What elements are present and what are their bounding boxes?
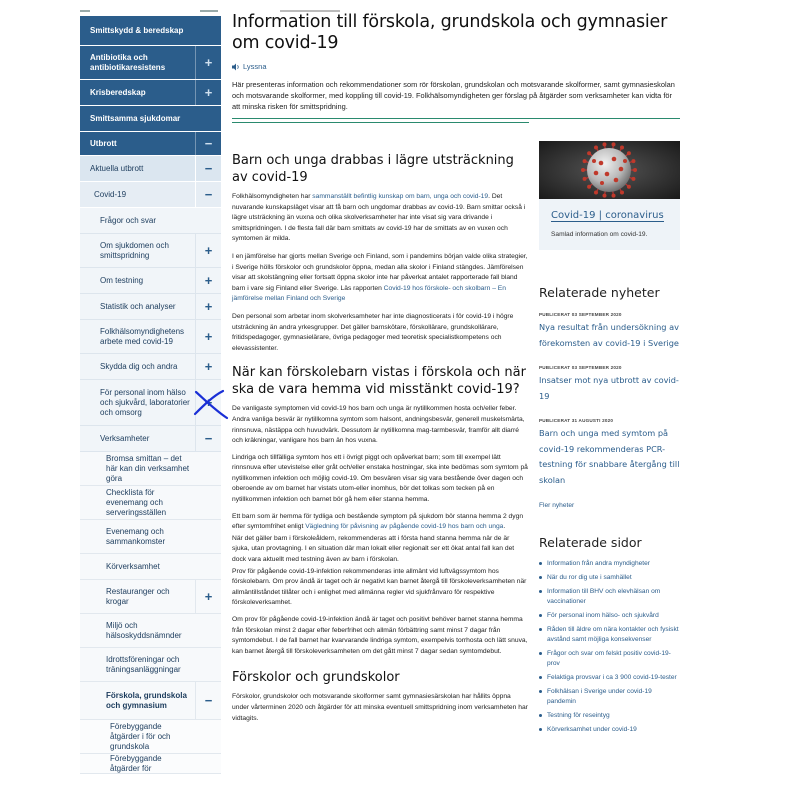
expand-icon[interactable]: + xyxy=(195,46,221,79)
related-page-link[interactable]: Testning för reseintyg xyxy=(539,711,680,721)
paragraph: Lindriga och tillfälliga symtom hos ett i övrigt piggt och opåverkat barn; som till exempel lätt rinnsnuva efter utevistelse eller gråt och/eller enstaka hostningar, ska inte bedömas som symtom på nytillkommen infektion och möjlig covid-19. Om besvären visar sig vara bestående över dagen och oberoende av om barnet har vistats utom-eller inomhus, bör det tolkas som tecken på en nytillkommen infektion och barnet bör gå hem eller stanna hemma. xyxy=(232,453,528,504)
sidebar-item[interactable] xyxy=(80,234,221,268)
news-item[interactable] xyxy=(539,418,680,488)
card-title[interactable]: Covid-19 | coronavirus xyxy=(551,210,664,221)
expand-icon[interactable]: + xyxy=(195,268,221,293)
sidebar-item-label: Om testning xyxy=(100,275,144,285)
expand-icon[interactable]: + xyxy=(195,294,221,319)
paragraph: När det gäller barn i förskoleåldern, rekommenderas att i första hand stanna hemma när de är sjuka, utan provtagning. I en situation där man lokalt eller regionalt ser ett ökat antal fall kan det dock vara aktuellt med testning även av barn i förskolan. xyxy=(232,534,515,564)
paragraph: De vanligaste symptomen vid covid-19 hos barn och unga är nytillkommen hosta och/eller feber. Andra vanliga besvär är nytillkomna symtom som halsont, andningsbesvär, generell muskelsmärta, rinnsnuva, nästäppa och huvudvärk. Dessutom är nytillkomna mag-tarmbesvär, framför allt diarré och kräkningar, vanligare hos barn än hos vuxna. xyxy=(232,405,525,445)
listen-label: Lyssna xyxy=(243,62,267,71)
intro-text: Här presenteras information och rekommendationer som rör förskolan, grundskolan och motsvarande skolformer, samt gymnasieskolan och motsvarande skolformer, med koppling till covid-19. Folkhälsomyndigheten ger förslag på åtgärder som verksamheter kan vidta för att minska risken för smittspridning. xyxy=(232,80,675,111)
related-page-link[interactable]: Information till BHV och elevhälsan om vaccinationer xyxy=(539,587,680,606)
knowledge-link[interactable]: sammanställt befintlig kunskap om barn, unga och covid-19 xyxy=(312,193,489,200)
related-page-link[interactable]: För personal inom hälso- och sjukvård xyxy=(539,611,680,621)
expand-icon[interactable]: + xyxy=(195,234,221,267)
related-page-link[interactable]: Information från andra myndigheter xyxy=(539,559,680,569)
collapse-icon[interactable]: − xyxy=(195,426,221,451)
sidebar-item-label: Idrottsföreningar och träningsanläggningar xyxy=(106,654,181,674)
sidebar-item[interactable] xyxy=(80,294,221,320)
paragraph: Prov för pågående covid-19-infektion rekommenderas inte allmänt vid luftvägssymtom hos förskolebarn. Om prov ändå är taget och är negativt kan barnet återgå till förskoleverksamheten när allmäntillståndet tillåter och i enlighet med allmänna regler vid sjukfrånvaro för respektive förskoleverksamhet. xyxy=(232,567,527,607)
expand-icon[interactable]: + xyxy=(195,320,221,353)
related-pages-list xyxy=(539,559,680,735)
sidebar-item-label: Förebyggande åtgärder för xyxy=(110,753,162,773)
news-date: PUBLICERAT 03 SEPTEMBER 2020 xyxy=(539,312,622,317)
sidebar-item[interactable] xyxy=(80,452,221,486)
speaker-icon xyxy=(232,63,240,71)
related-page-link[interactable]: Råden till äldre om nära kontakter och fysiskt avstånd samt möjliga konsekvenser xyxy=(539,625,680,644)
sidebar-item[interactable] xyxy=(80,156,221,182)
sidebar-item[interactable] xyxy=(80,520,221,554)
sidebar-item-label: Verksamheter xyxy=(100,433,150,443)
collapse-icon[interactable]: − xyxy=(195,182,221,207)
section-heading: Barn och unga drabbas i lägre utsträckning av covid-19 xyxy=(232,153,514,185)
card-subtitle: Samlad information om covid-19. xyxy=(551,231,648,238)
sidebar-item-label: Restauranger och krogar xyxy=(106,586,170,606)
article-header xyxy=(232,12,680,123)
related-page-link[interactable]: Körverksamhet under covid-19 xyxy=(539,725,680,735)
report-link[interactable]: Covid-19 hos förskole- och skolbarn – En jämförelse mellan Finland och Sverige xyxy=(232,284,506,303)
page-title: Information till förskola, grundskola och gymnasier om covid-19 xyxy=(232,12,668,53)
sidebar-item[interactable] xyxy=(80,486,221,520)
sidebar-item-label: Smittskydd & beredskap xyxy=(90,25,184,35)
sidebar-item-label: Smittsamma sjukdomar xyxy=(90,113,181,123)
section-heading: När kan förskolebarn vistas i förskola och när ska de vara hemma vid misstänkt covid-19? xyxy=(232,365,526,398)
sidebar-item-label: Covid-19 xyxy=(94,189,127,199)
news-item[interactable] xyxy=(539,365,680,404)
expand-icon[interactable]: + xyxy=(195,80,221,105)
sidebar-item-label: Folkhälsomyndighetens arbete med covid-19 xyxy=(100,326,185,346)
related-page-link[interactable]: Felaktiga provsvar i ca 3 900 covid-19-tester xyxy=(539,673,680,683)
sidebar-item-label: Förskola, grundskola och gymnasium xyxy=(106,690,187,710)
related-heading: Relaterade sidor xyxy=(539,535,642,550)
more-news-link[interactable]: Fler nyheter xyxy=(539,502,575,509)
sidebar-item[interactable] xyxy=(80,182,221,208)
paragraph: Den personal som arbetar inom skolverksamheter har inte diagnosticerats i för covid-19 i högre utsträckning än andra yrkesgrupper. Det gäller barnskötare, förskollärare, grundskollärare, fritidspedagoger, gymnasielärare, övriga pedagoger med teoretisk specialistkompetens och elevassistenter. xyxy=(232,312,514,352)
sidebar-item-label: Krisberedskap xyxy=(90,87,146,97)
sidebar-item[interactable] xyxy=(80,320,221,354)
sidebar-item-label: Statistik och analyser xyxy=(100,301,176,311)
sidebar-item[interactable] xyxy=(80,554,221,580)
news-item[interactable] xyxy=(539,312,680,351)
cross-annotation-icon xyxy=(193,388,229,420)
sidebar-item-label: Förebyggande åtgärder i för och grundskola xyxy=(110,721,171,751)
news-list xyxy=(539,312,680,488)
related-page-link[interactable]: Folkhälsan i Sverige under covid-19 pandemin xyxy=(539,687,680,706)
expand-icon[interactable]: + xyxy=(195,354,221,379)
collapse-icon[interactable]: − xyxy=(195,156,221,181)
article-body xyxy=(232,152,528,724)
news-title-link[interactable]: Insatser mot nya utbrott av covid-19 xyxy=(539,375,679,401)
listen-button[interactable] xyxy=(232,62,680,71)
sidebar-item-label: Körverksamhet xyxy=(106,561,160,571)
collapse-icon[interactable]: − xyxy=(195,682,221,719)
sidebar-item[interactable] xyxy=(80,16,221,46)
sidebar-item[interactable] xyxy=(80,682,221,720)
top-strip xyxy=(80,0,410,3)
sidebar-item-label: Evenemang och sammankomster xyxy=(106,526,166,546)
related-page-link[interactable]: När du ror dig ute i samhället xyxy=(539,573,680,583)
right-column xyxy=(539,141,680,739)
coronavirus-image xyxy=(539,141,680,199)
sidebar-item[interactable] xyxy=(80,132,221,156)
sidebar-item-label: Bromsa smittan – det här kan din verksamhet göra xyxy=(106,453,190,483)
sidebar-item-label: Miljö och hälsoskyddsnämnder xyxy=(106,620,182,640)
paragraph: Förskolor, grundskolor och motsvarande skolformer samt gymnasiesärskolan har hållits öppna under vårterminen 2020 och åtgärder för att minska eventuell smittspridning inom verksamheten har vidtagits. xyxy=(232,693,528,722)
news-date: PUBLICERAT 03 SEPTEMBER 2020 xyxy=(539,365,622,370)
sidebar-item[interactable] xyxy=(80,46,221,80)
paragraph: Ett barn som är hemma för tydliga och bestående symptom på sjukdom bör stanna hemma 2 dygn efter symtomfrihet enligt Vägledning för påvisning av pågående covid-19 hos barn och unga. xyxy=(232,512,524,531)
news-title-link[interactable]: Nya resultat från undersökning av förekomsten av covid-19 i Sverige xyxy=(539,322,679,348)
paragraph: Folkhälsomyndigheten har sammanställt befintlig kunskap om barn, unga och covid-19. Det nuvarande kunskapsläget visar att få barn och ungdomar drabbas av covid-19. Barn smittar också i lägre utsträckning än vuxna och olika skolverksamheter har inte visat sig vara drivande i smittspridningen. I de flesta fall där barn smittats av covid-19 har de smittats av en vuxen och symtomen är milda. xyxy=(232,193,526,243)
sidebar-item-label: För personal inom hälso och sjukvård, laboratorier och omsorg xyxy=(100,387,190,417)
sidebar-item[interactable] xyxy=(80,208,221,234)
guidance-link[interactable]: Vägledning för påvisning av pågående covid-19 hos barn och unga xyxy=(305,523,504,531)
divider xyxy=(232,118,680,119)
sidebar-item[interactable] xyxy=(80,648,221,682)
sidebar-item-label: Om sjukdomen och smittspridning xyxy=(100,240,169,260)
sidebar-item[interactable] xyxy=(80,354,221,380)
news-title-link[interactable]: Barn och unga med symtom på covid-19 rekommenderas PCR-testning för snabbare återgång till skolan xyxy=(539,428,680,485)
related-page-link[interactable]: Frågor och svar om felskt positiv covid-19-prov xyxy=(539,649,680,668)
sidebar-item-label: Aktuella utbrott xyxy=(90,163,144,173)
sidebar-item-label: Checklista för evenemang och serveringsställen xyxy=(106,487,167,517)
news-heading: Relaterade nyheter xyxy=(539,285,660,300)
sidebar-item[interactable] xyxy=(80,426,221,452)
sidebar-item[interactable] xyxy=(80,614,221,648)
section-heading: Förskolor och grundskolor xyxy=(232,670,400,686)
expand-icon[interactable]: + xyxy=(195,380,221,425)
sidebar-item[interactable] xyxy=(80,754,221,774)
divider xyxy=(232,122,529,123)
paragraph: I en jämförelse har gjorts mellan Sverige och Finland, som i pandemins början valde olika strategier, i Sverige hölls förskolor och grundskolor öppna, medan alla skolor i Finland stängdes. Jämförelsen visar att skolstängning eller fortsatt öppna skolor inte har påverkat antalet rapporterade fall bland barn i vare sig Finland eller Sverige. Läs rapporten Covid-19 hos förskole- och skolbarn – En jämförelse mellan Finland och Sverige xyxy=(232,252,528,303)
expand-icon[interactable]: + xyxy=(195,580,221,613)
sidebar-item-label: Antibiotika och antibiotikaresistens xyxy=(90,52,166,72)
news-date: PUBLICERAT 31 AUGUSTI 2020 xyxy=(539,418,614,423)
sidebar-item-label: Frågor och svar xyxy=(100,215,157,225)
sidebar-item[interactable] xyxy=(80,80,221,106)
collapse-icon[interactable]: − xyxy=(195,132,221,155)
sidebar-item-label: Utbrott xyxy=(90,138,117,148)
sidebar-item-label: Skydda dig och andra xyxy=(100,361,178,371)
sidebar-item[interactable] xyxy=(80,720,221,754)
sidebar-item[interactable] xyxy=(80,268,221,294)
sidebar-item[interactable] xyxy=(80,106,221,132)
paragraph: Om prov för pågående covid-19-infektion ändå är taget och positivt behöver barnet stanna hemma från förskolan minst 2 dagar efter feberfrihet och allmän förbättring samt minst 7 dagar från symtomdebut. I de fall barnet har kvarvarande lindriga symtom, exempelvis torrhosta och lätt snuva, kan barnet återgå till förskoleverksamheten om det gått minst 7 dagar sedan symtomdebut. xyxy=(232,616,528,655)
covid-card[interactable] xyxy=(539,141,680,250)
sidebar-item[interactable] xyxy=(80,580,221,614)
